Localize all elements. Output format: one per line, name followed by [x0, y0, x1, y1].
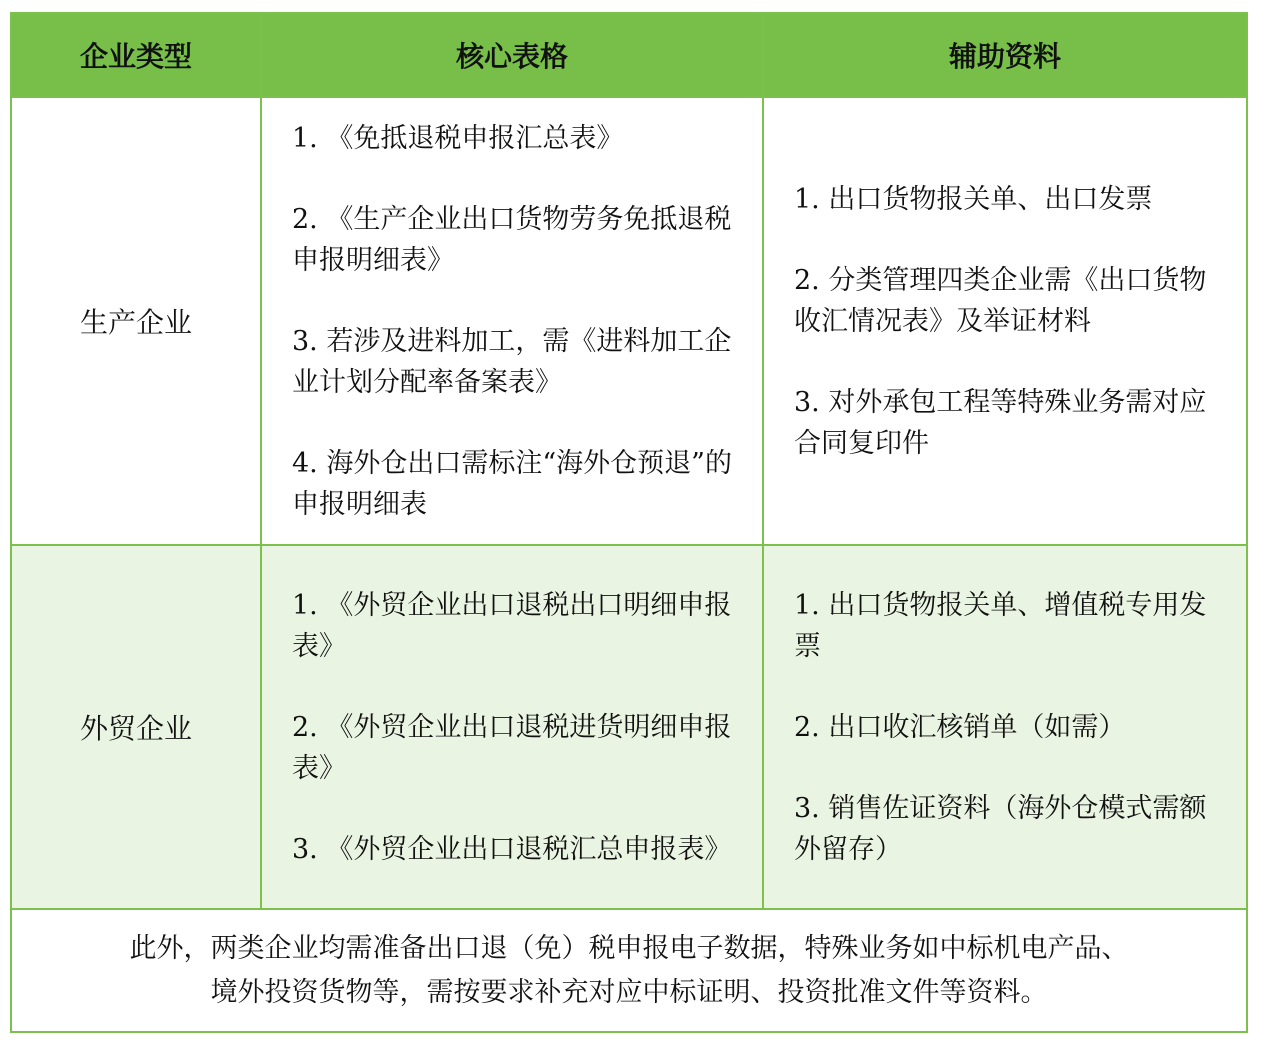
header-enterprise-type: 企业类型 — [11, 13, 261, 97]
supporting-materials-cell — [763, 97, 1247, 545]
header-supporting-materials: 辅助资料 — [763, 13, 1247, 97]
table-row-footer-note — [11, 909, 1247, 1032]
table-row-production-enterprise — [11, 97, 1247, 545]
header-row — [11, 13, 1247, 97]
list-item: 1. 出口货物报关单、增值税专用发票 — [794, 589, 1207, 662]
footer-note-line: 境外投资货物等，需按要求补充对应中标证明、投资批准文件等资料。 — [210, 976, 1048, 1008]
list-item: 1. 出口货物报关单、出口发票 — [794, 183, 1153, 215]
list-item: 1. 《外贸企业出口退税出口明细申报表》 — [292, 589, 732, 662]
supporting-materials-cell — [763, 545, 1247, 909]
list-item: 3. 《外贸企业出口退税汇总申报表》 — [292, 833, 732, 865]
list-item: 3. 对外承包工程等特殊业务需对应合同复印件 — [794, 386, 1207, 459]
footer-note-line: 此外，两类企业均需准备出口退（免）税申报电子数据，特殊业务如中标机电产品、 — [129, 932, 1129, 964]
list-item: 2. 出口收汇核销单（如需） — [794, 711, 1126, 743]
enterprise-type-cell: 生产企业 — [11, 97, 261, 545]
list-item: 2. 分类管理四类企业需《出口货物收汇情况表》及举证材料 — [794, 264, 1207, 337]
core-forms-cell — [261, 97, 763, 545]
core-forms-cell — [261, 545, 763, 909]
table-row-trade-enterprise — [11, 545, 1247, 909]
header-core-forms: 核心表格 — [261, 13, 763, 97]
list-item: 3. 若涉及进料加工，需《进料加工企业计划分配率备案表》 — [292, 325, 732, 398]
enterprise-type-cell: 外贸企业 — [11, 545, 261, 909]
footer-note-cell — [11, 909, 1247, 1032]
list-item: 3. 销售佐证资料（海外仓模式需额外留存） — [794, 792, 1207, 865]
list-item: 2. 《外贸企业出口退税进货明细申报表》 — [292, 711, 732, 784]
list-item: 4. 海外仓出口需标注“海外仓预退”的申报明细表 — [292, 447, 732, 520]
list-item: 2. 《生产企业出口货物劳务免抵退税申报明细表》 — [292, 203, 732, 276]
list-item: 1. 《免抵退税申报汇总表》 — [292, 122, 624, 154]
export-tax-refund-table — [10, 12, 1248, 1033]
